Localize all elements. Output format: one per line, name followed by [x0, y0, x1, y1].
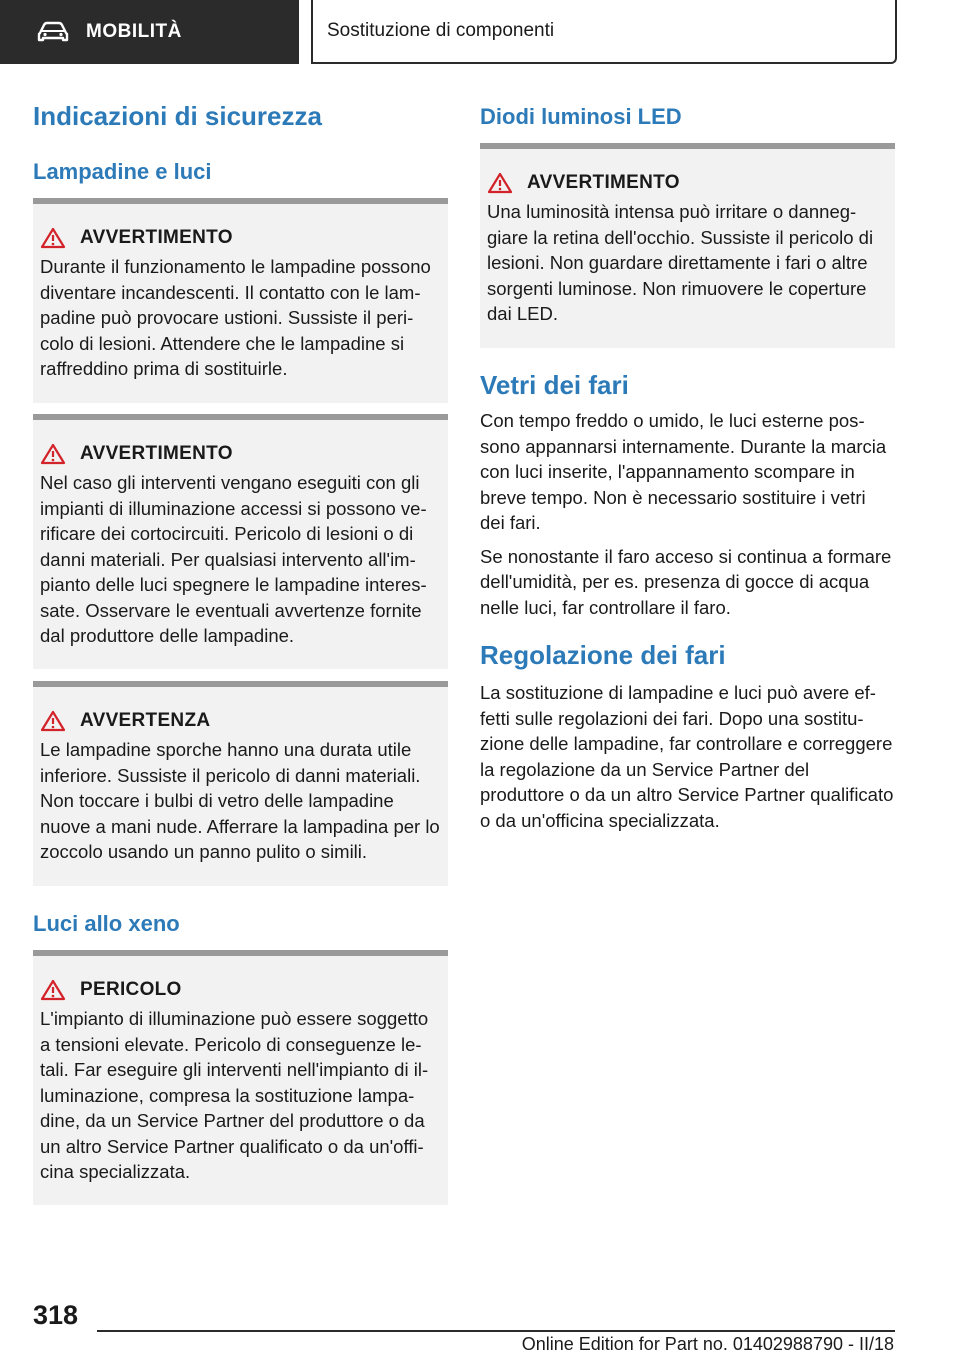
warning-text: Nel caso gli interventi vengano eseguiti con gli impianti di illuminazione accessi si possono verificare dei cortocircuiti. Pericolo di lesioni o di danni materiali. Per qualsiasi intervento all'impianto delle luci spegnere le lampadine interessate. Osservare le eventuali avvertenze fornite dal produttore delle lampadine. [40, 472, 427, 646]
paragraph: Se nonostante il faro acceso si continua a formare dell'umidità, per es. presenza di gocce di acqua nelle luci, far controllare il faro. [480, 545, 892, 618]
warning-title: AVVERTIMENTO [80, 227, 233, 248]
warning-title: AVVERTIMENTO [80, 443, 233, 464]
heading-vetri: Vetri dei fari [480, 370, 629, 400]
warning-icon [40, 979, 66, 1001]
subheading-led: Diodi luminosi LED [480, 104, 682, 129]
car-icon [36, 21, 70, 43]
warning-title-row [40, 978, 441, 1002]
warning-text: Le lampadine sporche hanno una durata utile inferiore. Sussiste il pericolo di danni materiali. Non toccare i bulbi di vetro delle lampadine nuove a mani nude. Afferrare la lampadina per lo zoccolo usando un panno pulito o simili. [40, 739, 440, 862]
danger-box [33, 950, 448, 1205]
paragraph: La sostituzione di lampadine e luci può avere effetti sulle regolazioni dei fari. Dopo una sostituzione delle lampadine, far controllare e correggere la regolazione da un Service Partner del produttore o da un altro Service Partner qualificato o da un'officina specializzata. [480, 682, 894, 831]
subheading-xeno: Luci allo xeno [33, 911, 180, 936]
page-number: 318 [33, 1300, 79, 1330]
body-regolazione [480, 680, 895, 841]
warning-title-row [40, 709, 441, 733]
body-vetri [480, 408, 895, 628]
warning-title: AVVERTIMENTO [527, 172, 680, 193]
heading-regolazione: Regolazione dei fari [480, 640, 726, 670]
caution-box [33, 681, 448, 886]
warning-box [480, 143, 895, 348]
warning-box [33, 198, 448, 403]
warning-title: PERICOLO [80, 979, 182, 1000]
warning-text: L'impianto di illuminazione può essere soggetto a tensioni elevate. Pericolo di conseguenze letali. Far eseguire gli interventi nell'impianto di illuminazione, compresa la sostituzione lampadine, da un Service Partner del produttore o da un altro Service Partner qualificato o da un'officina specializzata. [40, 1008, 429, 1182]
warning-icon [487, 172, 513, 194]
footer-rule [97, 1330, 895, 1332]
warning-box [33, 414, 448, 669]
warning-icon [40, 227, 66, 249]
warning-title: AVVERTENZA [80, 710, 211, 731]
chapter-label: Sostituzione di componenti [327, 20, 555, 41]
section-label: MOBILITÀ [86, 21, 182, 42]
warning-icon [40, 710, 66, 732]
warning-text: Durante il funzionamento le lampadine possono diventare incandescenti. Il contatto con le lampadine può provocare ustioni. Sussiste il pericolo di lesioni. Attendere che le lampadine si raffreddino prima di sostituirle. [40, 256, 431, 379]
paragraph: Con tempo freddo o umido, le luci esterne possono appannarsi internamente. Durante la marcia con luci inserite, l'appannamento scompare in breve tempo. Non è necessario sostituire i vetri dei fari. [480, 410, 887, 533]
warning-title-row [40, 442, 441, 466]
warning-icon [40, 443, 66, 465]
section-tab [0, 0, 299, 64]
subheading-lampadine: Lampadine e luci [33, 159, 212, 184]
chapter-header [311, 0, 897, 64]
warning-title-row [487, 171, 888, 195]
warning-text: Una luminosità intensa può irritare o danneggiare la retina dell'occhio. Sussiste il pericolo di lesioni. Non guardare direttamente i fari o altre sorgenti luminose. Non rimuovere le coperture dai LED. [487, 201, 874, 324]
warning-title-row [40, 226, 441, 250]
page-title: Indicazioni di sicurezza [33, 101, 322, 131]
edition-note: Online Edition for Part no. 01402988790 - II/18 [521, 1334, 894, 1354]
